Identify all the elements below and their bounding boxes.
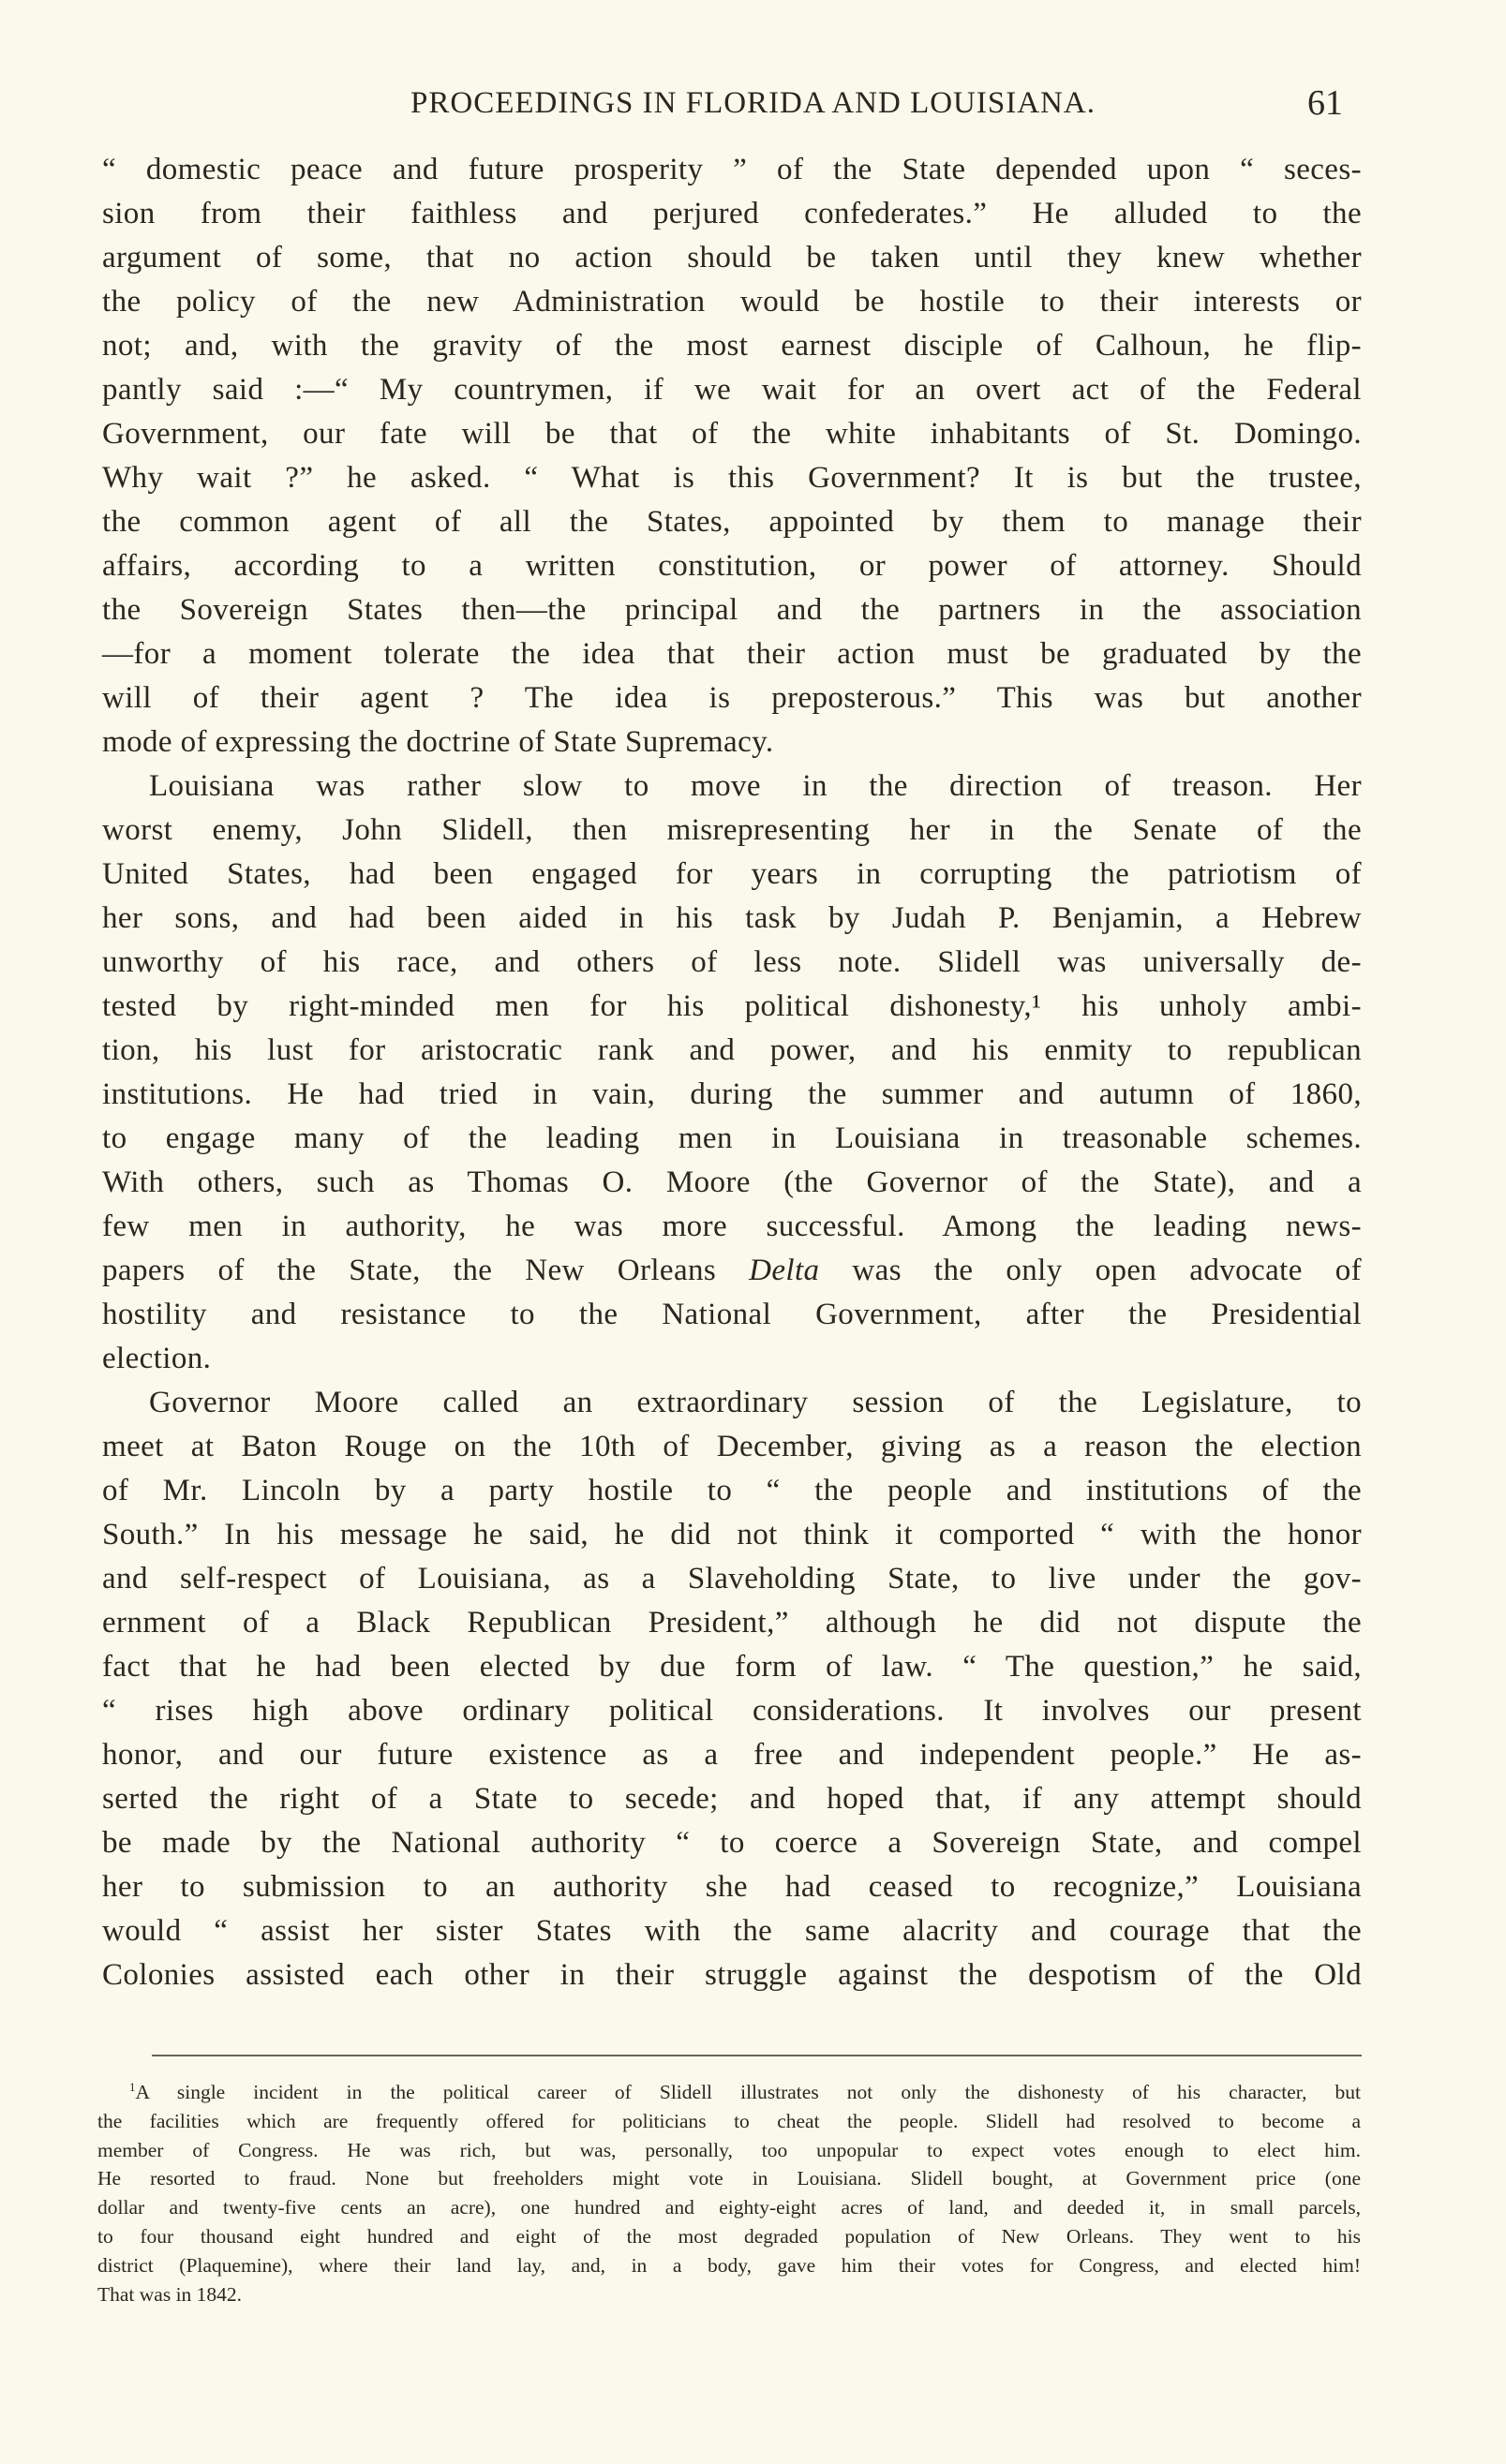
text-line: “ domestic peace and future prosperity ” of the State depended upon “ seces- bbox=[102, 153, 1362, 186]
footnote-line: to four thousand eight hundred and eight of the most degraded population of New Orleans. They went to his bbox=[97, 2224, 1361, 2248]
footnote-marker: 1 bbox=[129, 2080, 136, 2094]
text-line: “ rises high above ordinary political considerations. It involves our present bbox=[102, 1694, 1362, 1728]
text-line: her sons, and had been aided in his task by Judah P. Benjamin, a Hebrew bbox=[102, 901, 1362, 935]
text-line bbox=[102, 1249, 1362, 1293]
text-segment: was the only open advocate of bbox=[819, 1254, 1362, 1287]
text-line: will of their agent ? The idea is preposterous.” This was but another bbox=[102, 681, 1362, 715]
text-line: to engage many of the leading men in Louisiana in treasonable schemes. bbox=[102, 1121, 1362, 1155]
text-line: South.” In his message he said, he did not think it comported “ with the honor bbox=[102, 1518, 1362, 1551]
footnote-line: member of Congress. He was rich, but was, personally, too unpopular to expect votes enough to elect him. bbox=[97, 2138, 1361, 2161]
text-line: the Sovereign States then—the principal and the partners in the association bbox=[102, 593, 1362, 627]
text-line: be made by the National authority “ to coerce a Sovereign State, and compel bbox=[102, 1826, 1362, 1860]
text-line: the policy of the new Administration would be hostile to their interests or bbox=[102, 285, 1362, 319]
text-line: Governor Moore called an extraordinary session of the Legislature, to bbox=[149, 1386, 1362, 1419]
text-line: honor, and our future existence as a free and independent people.” He as- bbox=[102, 1738, 1362, 1772]
footnote-text: A single incident in the political career of Slidell illustrates not only the dishonesty of his character, but bbox=[135, 2081, 1361, 2103]
text-line: tion, his lust for aristocratic rank and power, and his enmity to republican bbox=[102, 1033, 1362, 1067]
text-line: pantly said :—“ My countrymen, if we wait for an overt act of the Federal bbox=[102, 373, 1362, 407]
text-line: Why wait ?” he asked. “ What is this Government? It is but the trustee, bbox=[102, 461, 1362, 495]
text-line: serted the right of a State to secede; and hoped that, if any attempt should bbox=[102, 1782, 1362, 1816]
footnote-line: That was in 1842. bbox=[97, 2282, 243, 2306]
text-line: —for a moment tolerate the idea that their action must be graduated by the bbox=[102, 637, 1362, 671]
text-line: the common agent of all the States, appointed by them to manage their bbox=[102, 505, 1362, 539]
text-line: worst enemy, John Slidell, then misrepresenting her in the Senate of the bbox=[102, 813, 1362, 847]
text-line: unworthy of his race, and others of less note. Slidell was universally de- bbox=[102, 945, 1362, 979]
text-line: affairs, according to a written constitution, or power of attorney. Should bbox=[102, 549, 1362, 583]
text-line: argument of some, that no action should be taken until they knew whether bbox=[102, 241, 1362, 275]
text-line: not; and, with the gravity of the most earnest disciple of Calhoun, he flip- bbox=[102, 329, 1362, 363]
body-text bbox=[102, 148, 1362, 1997]
text-line: mode of expressing the doctrine of State Supremacy. bbox=[102, 725, 774, 759]
text-line: of Mr. Lincoln by a party hostile to “ the people and institutions of the bbox=[102, 1474, 1362, 1507]
text-line: ernment of a Black Republican President,” although he did not dispute the bbox=[102, 1606, 1362, 1640]
footnote-line: dollar and twenty-five cents an acre), one hundred and eighty-eight acres of land, and deeded it, in small parcels, bbox=[97, 2196, 1361, 2219]
text-line: few men in authority, he was more successful. Among the leading news- bbox=[102, 1210, 1362, 1243]
text-line: sion from their faithless and perjured confederates.” He alluded to the bbox=[102, 197, 1362, 230]
text-line: institutions. He had tried in vain, during the summer and autumn of 1860, bbox=[102, 1077, 1362, 1111]
text-line: and self-respect of Louisiana, as a Slaveholding State, to live under the gov- bbox=[102, 1562, 1362, 1596]
footnote-divider bbox=[152, 2055, 1362, 2056]
text-line: hostility and resistance to the National Government, after the Presidential bbox=[102, 1298, 1362, 1331]
text-line: her to submission to an authority she had ceased to recognize,” Louisiana bbox=[102, 1870, 1362, 1904]
text-line: With others, such as Thomas O. Moore (the Governor of the State), and a bbox=[102, 1165, 1362, 1199]
text-line: Louisiana was rather slow to move in the direction of treason. Her bbox=[149, 769, 1362, 803]
text-line: would “ assist her sister States with the same alacrity and courage that the bbox=[102, 1914, 1362, 1948]
footnote-line: the facilities which are frequently offered for politicians to cheat the people. Slidell had resolved to become a bbox=[97, 2109, 1361, 2132]
text-line: United States, had been engaged for years in corrupting the patriotism of bbox=[102, 857, 1362, 891]
footnote-line: district (Plaquemine), where their land lay, and, in a body, gave him their votes for Congress, and elected him! bbox=[97, 2253, 1361, 2277]
footnote-line bbox=[97, 2078, 1361, 2107]
text-line: fact that he had been elected by due form of law. “ The question,” he said, bbox=[102, 1650, 1362, 1684]
text-line: election. bbox=[102, 1342, 212, 1375]
page-number: 61 bbox=[1307, 83, 1343, 123]
text-segment: papers of the State, the New Orleans bbox=[102, 1254, 750, 1287]
text-line: Government, our fate will be that of the white inhabitants of St. Domingo. bbox=[102, 417, 1362, 451]
italic-newspaper-title: Delta bbox=[749, 1254, 820, 1287]
text-line: Colonies assisted each other in their struggle against the despotism of the Old bbox=[102, 1958, 1362, 1992]
text-line: meet at Baton Rouge on the 10th of December, giving as a reason the election bbox=[102, 1430, 1362, 1463]
footnote bbox=[97, 2078, 1361, 2308]
footnote-line: He resorted to fraud. None but freeholders might vote in Louisiana. Slidell bought, at Government price (one bbox=[97, 2167, 1361, 2190]
text-line: tested by right-minded men for his political dishonesty,¹ his unholy ambi- bbox=[102, 989, 1362, 1023]
running-header: PROCEEDINGS IN FLORIDA AND LOUISIANA. bbox=[410, 86, 1096, 120]
